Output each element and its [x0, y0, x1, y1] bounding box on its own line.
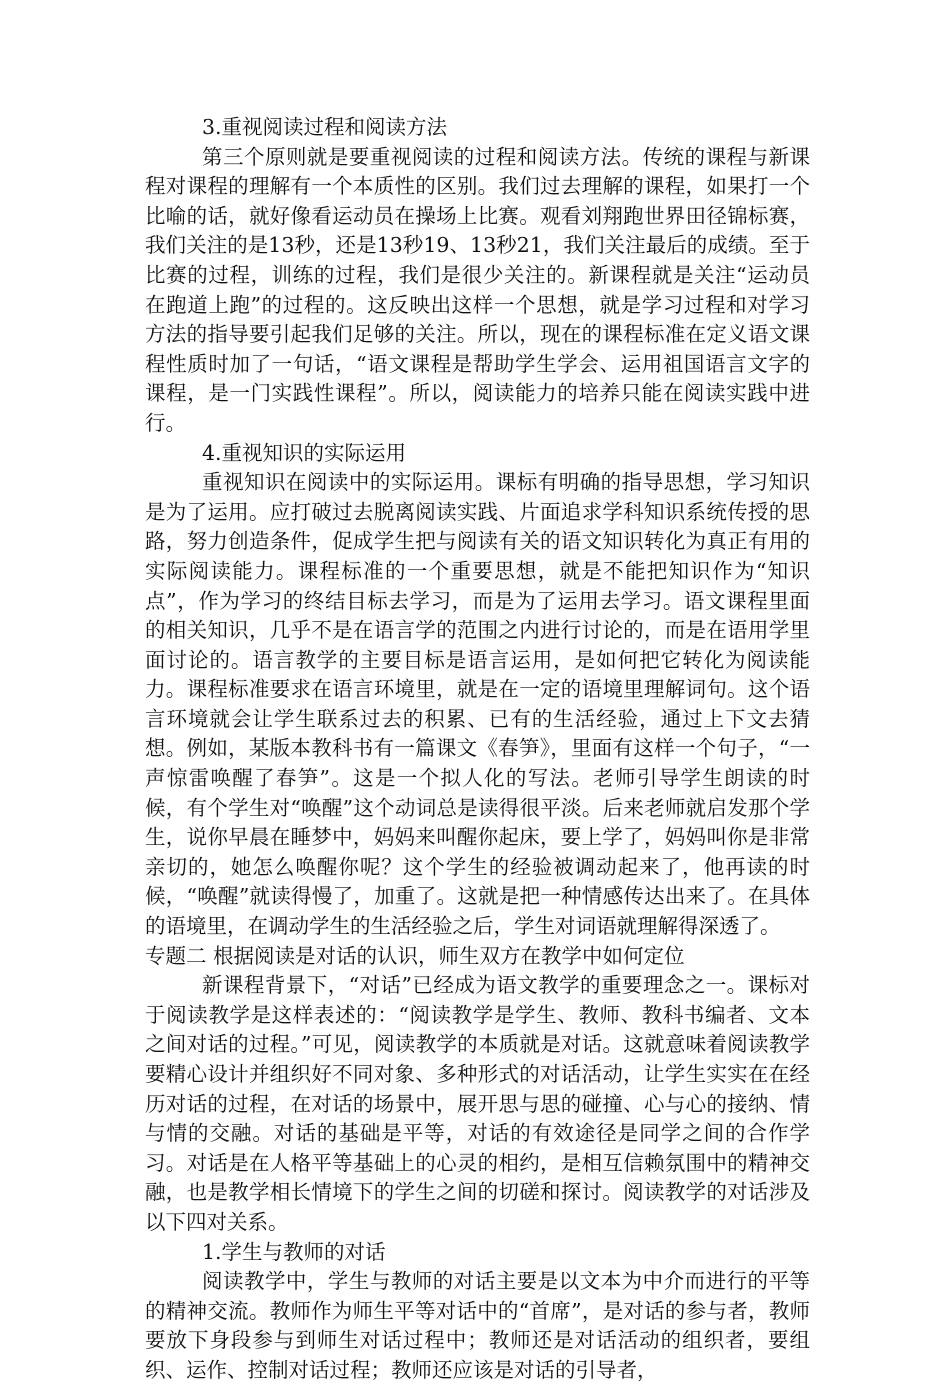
section-heading-3: 3.重视阅读过程和阅读方法 — [202, 115, 448, 139]
paragraph-student-teacher-dialogue: 阅读教学中，学生与教师的对话主要是以文本为中介而进行的平等的精神交流。教师作为师生平等对话中的“首席”，是对话的参与者，教师要放下身段参与到师生对话过程中；教师还是对话活动的组织者，要组织、运作、控制对话过程；教师还应该是对话的引导者， — [145, 1269, 810, 1382]
paragraph-knowledge-application: 重视知识在阅读中的实际运用。课标有明确的指导思想，学习知识是为了运用。应打破过去脱离阅读实践、片面追求学科知识系统传授的思路，努力创造条件，促成学生把与阅读有关的语文知识转化为真正有用的实际阅读能力。课程标准的一个重要思想，就是不能把知识作为“知识点”，作为学习的终结目标去学习，而是为了运用去学习。语文课程里面的相关知识，几乎不是在语言学的范围之内进行讨论的，而是在语用学里面讨论的。语言教学的主要目标是语言运用，是如何把它转化为阅读能力。课程标准要求在语言环境里，就是在一定的语境里理解词句。这个语言环境就会让学生联系过去的积累、已有的生活经验，通过上下文去猜想。例如，某版本教科书有一篇课文《春笋》，里面有这样一个句子，“一声惊雷唤醒了春笋”。这是一个拟人化的写法。老师引导学生朗读的时候，有个学生对“唤醒”这个动词总是读得很平淡。后来老师就启发那个学生，说你早晨在睡梦中，妈妈来叫醒你起床，要上学了，妈妈叫你是非常亲切的，她怎么唤醒你呢？这个学生的经验被调动起来了，他再读的时候，“唤醒”就读得慢了，加重了。这就是把一种情感传达出来了。在具体的语境里，在调动学生的生活经验之后，学生对词语就理解得深透了。 — [145, 470, 810, 939]
paragraph-dialogue-concept: 新课程背景下，“对话”已经成为语文教学的重要理念之一。课标对于阅读教学是这样表述的：“阅读教学是学生、教师、教科书编者、文本之间对话的过程。”可见，阅读教学的本质就是对话。这就意味着阅读教学要精心设计并组织好不同对象、多种形式的对话活动，让学生实实在在经历对话的过程，在对话的场景中，展开思与思的碰撞、心与心的接纳、情与情的交融。对话的基础是平等，对话的有效途径是同学之间的合作学习。对话是在人格平等基础上的心灵的相约，是相互信赖氛围中的精神交融，也是教学相长情境下的学生之间的切磋和探讨。阅读教学的对话涉及以下四对关系。 — [145, 973, 810, 1234]
topic-heading-2: 专题二 根据阅读是对话的认识，师生双方在教学中如何定位 — [145, 943, 685, 968]
section-heading-4: 4.重视知识的实际运用 — [202, 440, 407, 465]
paragraph-reading-process: 第三个原则就是要重视阅读的过程和阅读方法。传统的课程与新课程对课程的理解有一个本质性的区别。我们过去理解的课程，如果打一个比喻的话，就好像看运动员在操场上比赛。观看刘翔跑世界田径锦标赛，我们关注的是13秒，还是13秒19、13秒21，我们关注最后的成绩。至于比赛的过程，训练的过程，我们是很少关注的。新课程就是关注“运动员在跑道上跑”的过程的。这反映出这样一个思想，就是学习过程和对学习方法的指导要引起我们足够的关注。所以，现在的课程标准在定义语文课程性质时加了一句话，“语文课程是帮助学生学会、运用祖国语言文字的课程，是一门实践性课程”。所以，阅读能力的培养只能在阅读实践中进行。 — [145, 144, 810, 435]
document-body — [145, 113, 810, 1386]
section-heading-1: 1.学生与教师的对话 — [202, 1239, 386, 1264]
